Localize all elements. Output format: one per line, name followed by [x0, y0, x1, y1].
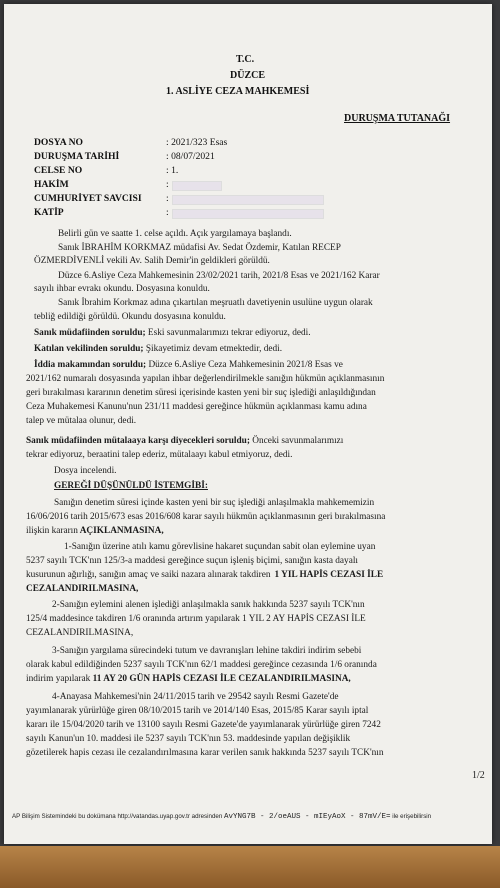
- body-line: tebliğ edildiği görüldü. Okundu dosyasına konuldu.: [34, 312, 226, 322]
- clerk-label: KATİP: [34, 207, 64, 218]
- body-line: CEZALANDIRILMASINA,: [26, 628, 134, 638]
- body-line: [26, 525, 164, 537]
- body-line: [26, 673, 351, 685]
- body-line: Dosya incelendi.: [54, 466, 117, 476]
- complainant-question-label: Katılan vekilinden soruldu;: [34, 344, 144, 354]
- rebuttal-answer: Önceki savunmalarımızı: [249, 436, 344, 446]
- wooden-table-background: [0, 846, 500, 888]
- body-line: 125/4 maddesince takdiren 1/6 oranında artırım yapılarak 1 YIL 2 AY HAPİS CEZASI İLE: [26, 614, 366, 624]
- footer-text: AP Bilişim Sistemindeki bu dokümana http://vatandas.uyap.gov.tr adresinden: [12, 813, 223, 820]
- body-line: 4-Anayasa Mahkemesi'nin 24/11/2015 tarih ve 29542 sayılı Resmi Gazete'de: [52, 692, 339, 702]
- body-line: sayılı Kanun'un 10. maddesi ile 5237 sayılı TCK'nın 53. maddesinde yapılan değişiklik: [26, 734, 351, 744]
- case-number-label: DOSYA NO: [34, 137, 83, 148]
- page-number: 1/2: [472, 770, 485, 781]
- body-line: 2-Sanığın eylemini alenen işlediği anlaşılmakla sanık hakkında 5237 sayılı TCK'nın: [52, 600, 365, 610]
- verdict-emphasis: AÇIKLANMASINA,: [77, 526, 164, 536]
- body-line: 16/06/2016 tarih 2015/673 esas 2016/608 karar sayılı hükmün açıklanmasının geri bırakılmasına: [26, 512, 386, 522]
- sentence-emphasis: CEZALANDIRILMASINA,: [26, 584, 139, 594]
- document-page: [4, 4, 492, 844]
- body-line: 5237 sayılı TCK'nın 125/3-a maddesi gereğince suçun işleniş biçimi, sanığın kasta dayalı: [26, 556, 358, 566]
- body-line: talep ve mütalaa olunur, dedi.: [26, 416, 137, 426]
- clerk-value: :: [166, 207, 169, 218]
- body-text: kusurunun ağırlığı, sanığın amaç ve saiki nazara alınarak takdiren: [26, 570, 271, 580]
- body-line: kararı ile 15/04/2020 tarih ve 13100 sayılı Resmi Gazete'de yayımlanarak yürürlüğe giren 7242: [26, 720, 381, 730]
- body-line: [34, 327, 311, 339]
- body-line: Sanık İBRAHİM KORKMAZ müdafisi Av. Sedat Özdemir, Katılan RECEP: [58, 243, 341, 253]
- prosecutor-label: CUMHURİYET SAVCISI: [34, 193, 142, 204]
- body-text: indirim yapılarak: [26, 674, 91, 684]
- body-line: yayımlanarak yürürlüğe giren 08/10/2015 tarih ve 2014/140 Esas, 2015/85 Karar sayılı iptal: [26, 706, 369, 716]
- prosecution-question-label: İddia makamından soruldu;: [34, 360, 147, 370]
- body-line: 2021/162 numaralı dosyasında yapılan ihbar değerlendirilmekle sanığın hükmün açıklanmasının: [26, 374, 385, 384]
- judge-value: :: [166, 179, 169, 190]
- body-line: Ceza Muhakemesi Kanunu'nun 231/11 maddesi gereğince hükmün açıklanması kamu adına: [26, 402, 367, 412]
- body-line: Sanık İbrahim Korkmaz adına çıkartılan meşruatlı davetiyenin usulüne uygun olarak: [58, 298, 373, 308]
- footer-suffix: ile erişebilirsin: [392, 813, 432, 820]
- session-number-label: CELSE NO: [34, 165, 83, 176]
- redaction-judge: [172, 181, 222, 191]
- body-line: Düzce 6.Asliye Ceza Mahkemesinin 23/02/2021 tarih, 2021/8 Esas ve 2021/162 Karar: [58, 271, 380, 281]
- body-line: [34, 359, 343, 371]
- city-heading: DÜZCE: [230, 70, 266, 81]
- verdict-heading: GEREĞİ DÜŞÜNÜLDÜ İSTEMGİBİ:: [54, 481, 208, 491]
- footer-verification: [12, 813, 431, 821]
- redaction-clerk: [172, 209, 324, 219]
- redaction-prosecutor: [172, 195, 324, 205]
- body-line: [26, 435, 343, 447]
- body-line: ÖZMERDİVENLİ vekili Av. Salih Demir'in geldikleri görüldü.: [34, 256, 270, 266]
- complainant-answer: Şikayetimiz devam etmektedir, dedi.: [143, 344, 283, 354]
- body-line: [26, 569, 383, 581]
- case-number-value: : 2021/323 Esas: [166, 137, 228, 148]
- body-line: tekrar ediyoruz, beraatini talep ederiz, mütalaayı kabul etmiyoruz, dedi.: [26, 450, 293, 460]
- body-line: [34, 343, 282, 355]
- body-line: gözetilerek hapis cezası ile cezalandırılmasına karar verilen sanık hakkında 5237 sayılı TCK'nın: [26, 748, 384, 758]
- country-heading: T.C.: [236, 54, 255, 65]
- body-line: Belirli gün ve saatte 1. celse açıldı. Açık yargılamaya başlandı.: [58, 229, 292, 239]
- body-line: geri bırakılması kararının denetim süresi içerisinde kasten yeni bir suç işlediği anlaşıldığından: [26, 388, 376, 398]
- hearing-date-label: DURUŞMA TARİHİ: [34, 151, 120, 162]
- body-line: 3-Sanığın yargılama sürecindeki tutum ve davranışları lehine takdiri indirim sebebi: [52, 646, 362, 656]
- document-title: DURUŞMA TUTANAĞI: [344, 113, 451, 124]
- hearing-date-value: : 08/07/2021: [166, 151, 215, 162]
- session-number-value: : 1.: [166, 165, 179, 176]
- prosecutor-value: :: [166, 193, 169, 204]
- sentence-emphasis: 11 AY 20 GÜN HAPİS CEZASI İLE CEZALANDIRILMASINA,: [90, 674, 351, 684]
- defense-question-label: Sanık müdafiinden soruldu;: [34, 328, 146, 338]
- rebuttal-question-label: Sanık müdafiinden mütalaaya karşı diyecekleri soruldu;: [26, 436, 250, 446]
- body-text: ilişkin kararın: [26, 526, 78, 536]
- prosecution-answer: Düzce 6.Asliye Ceza Mahkemesinin 2021/8 Esas ve: [146, 360, 343, 370]
- body-line: Sanığın denetim süresi içinde kasten yeni bir suç işlediği anlaşılmakla mahkememizin: [54, 498, 375, 508]
- sentence-emphasis: 1 YIL HAPİS CEZASI İLE: [274, 570, 384, 580]
- body-line: sayılı ihbar evrakı okundu. Dosyasına konuldu.: [34, 284, 210, 294]
- body-line: 1-Sanığın üzerine atılı kamu görevlisine hakaret suçundan sabit olan eylemine uyan: [64, 542, 376, 552]
- judge-label: HAKİM: [34, 179, 69, 190]
- court-heading: 1. ASLİYE CEZA MAHKEMESİ: [166, 86, 310, 97]
- body-line: olarak kabul edildiğinden 5237 sayılı TCK'nın 62/1 maddesi gereğince cezasında 1/6 oranında: [26, 660, 377, 670]
- defense-answer: Eski savunmalarımızı tekrar ediyoruz, dedi.: [145, 328, 311, 338]
- verification-code: AvYNG7B - 2/oeAUS - mIEyAoX - 87mV/E=: [224, 813, 391, 821]
